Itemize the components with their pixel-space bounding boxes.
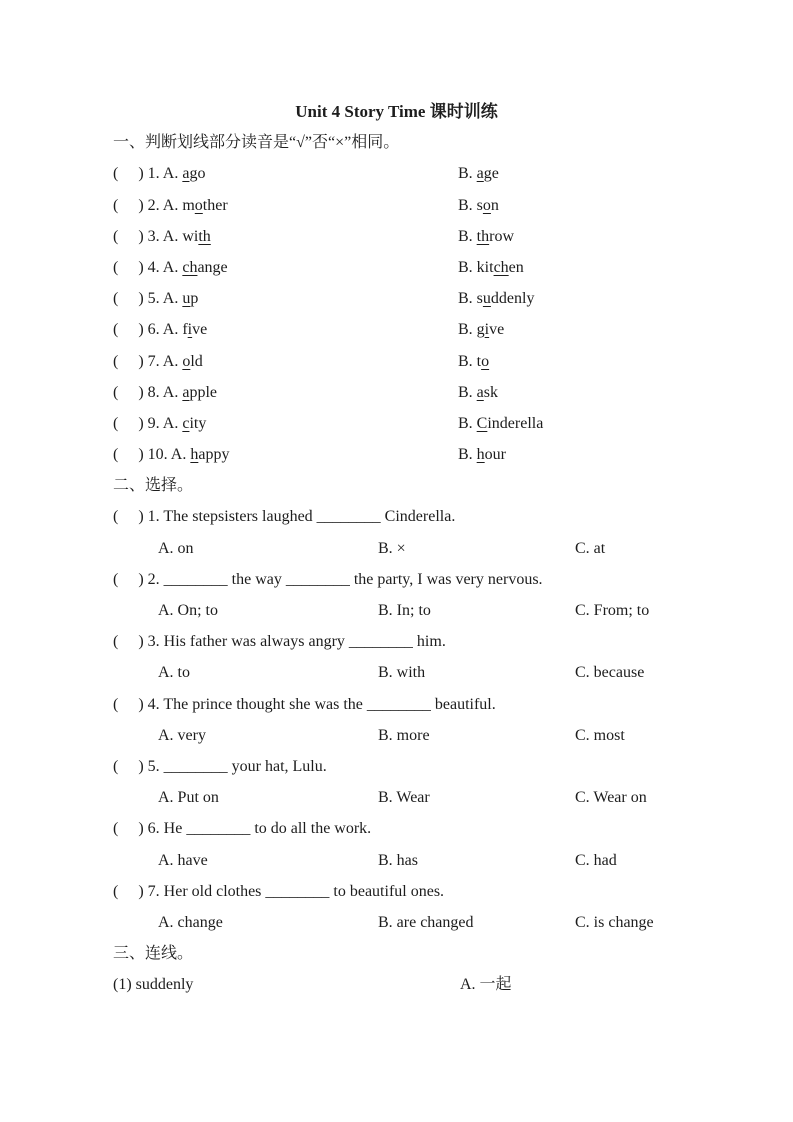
mc-question	[113, 564, 680, 595]
word-segment: ddenly	[490, 290, 535, 308]
word-segment: appy	[198, 446, 230, 464]
word-b	[458, 158, 499, 189]
answer-bracket: ( ) 4.	[113, 258, 163, 276]
underlined-letters: o	[482, 196, 491, 214]
answer-bracket: ( ) 9.	[113, 414, 163, 432]
underlined-letters: a	[476, 165, 484, 183]
word-segment: ve	[489, 321, 505, 339]
underlined-letters: th	[198, 227, 211, 245]
mc-options	[113, 657, 680, 688]
underlined-letters: ch	[493, 258, 509, 276]
word-segment: ve	[192, 321, 208, 339]
word-segment: B. s	[458, 290, 483, 308]
section-heading-text: 二、选择。	[113, 477, 194, 495]
underlined-letters: c	[182, 414, 190, 432]
mc-question	[113, 501, 680, 532]
mc-question	[113, 813, 680, 844]
phonics-item	[113, 439, 680, 470]
answer-bracket: ( ) 7.	[113, 882, 164, 900]
underlined-letters: h	[476, 446, 485, 464]
word-segment: B.	[458, 414, 477, 432]
word-segment: B.	[458, 227, 477, 245]
match-right-item: A. 一起	[460, 976, 512, 994]
word-segment: A. wi	[162, 227, 199, 245]
option-a: A. have	[158, 851, 208, 869]
word-segment: ity	[189, 414, 207, 432]
phonics-item	[113, 314, 680, 345]
word-b	[458, 439, 506, 470]
option-b: B. are changed	[378, 913, 474, 931]
word-segment: pple	[189, 383, 217, 401]
phonics-item	[113, 346, 680, 377]
underlined-letters: th	[476, 227, 490, 245]
underlined-letters: a	[476, 383, 484, 401]
word-b	[458, 283, 534, 314]
section3-heading	[113, 938, 680, 969]
word-segment: our	[484, 446, 506, 464]
match-pair	[113, 969, 680, 1000]
word-segment: A.	[162, 165, 183, 183]
section1-heading	[113, 127, 680, 158]
underlined-letters: ch	[182, 258, 198, 276]
answer-bracket: ( ) 3.	[113, 633, 164, 651]
underlined-letters: a	[182, 165, 190, 183]
option-b: B. In; to	[378, 602, 431, 619]
answer-bracket: ( ) 6.	[113, 820, 164, 838]
option-a: A. change	[158, 913, 223, 931]
word-segment: B. t	[458, 352, 482, 370]
answer-bracket: ( ) 2.	[113, 570, 164, 588]
word-segment: ange	[197, 258, 228, 276]
option-a: A. On; to	[158, 602, 218, 619]
word-b	[458, 190, 499, 221]
word-segment: A. f	[162, 321, 188, 339]
section2-heading	[113, 470, 680, 501]
option-b: B. ×	[378, 539, 406, 557]
word-segment: B. s	[458, 196, 483, 214]
underlined-letters: C	[476, 414, 488, 432]
word-segment: go	[189, 165, 206, 183]
match-left-item: (1) suddenly	[113, 976, 194, 994]
option-c: C. at	[575, 539, 606, 557]
option-c: C. Wear on	[575, 789, 647, 807]
page-title-text: Unit 4 Story Time 课时训练	[295, 102, 498, 121]
option-b: B. more	[378, 726, 430, 744]
answer-bracket: ( ) 7.	[113, 352, 163, 370]
word-segment: A.	[162, 258, 183, 276]
question-stem: Her old clothes ________ to beautiful ones.	[163, 882, 445, 900]
option-a: A. on	[158, 539, 194, 557]
option-c: C. had	[575, 851, 617, 869]
mc-options	[113, 595, 680, 626]
word-segment: n	[490, 196, 499, 214]
word-segment: sk	[483, 383, 499, 401]
answer-bracket: ( ) 2.	[113, 196, 163, 214]
mc-question	[113, 626, 680, 657]
word-segment: A.	[162, 352, 183, 370]
word-segment: inderella	[487, 414, 544, 432]
answer-bracket: ( ) 6.	[113, 321, 163, 339]
underlined-letters: i	[187, 321, 193, 339]
question-stem: He ________ to do all the work.	[163, 820, 372, 838]
word-b	[458, 314, 504, 345]
word-segment: ge	[483, 165, 499, 183]
worksheet-content	[113, 96, 680, 1000]
option-c: C. because	[575, 664, 645, 682]
word-segment: en	[508, 258, 524, 276]
word-segment: B. kit	[458, 258, 494, 276]
underlined-letters: h	[190, 446, 199, 464]
word-segment: A.	[170, 446, 191, 464]
answer-bracket: ( ) 3.	[113, 227, 163, 245]
word-segment: p	[190, 290, 199, 308]
option-a: A. to	[158, 664, 190, 682]
section-heading-text: 一、判断划线部分读音是“√”否“×”相同。	[113, 134, 400, 152]
word-segment: ld	[190, 352, 203, 370]
page-title	[113, 96, 680, 127]
mc-options	[113, 845, 680, 876]
word-segment: B.	[458, 446, 477, 464]
phonics-item	[113, 408, 680, 439]
word-segment: A.	[162, 383, 183, 401]
option-c: C. most	[575, 726, 625, 744]
answer-bracket: ( ) 1.	[113, 165, 163, 183]
word-segment: B.	[458, 383, 477, 401]
word-segment: A.	[162, 414, 183, 432]
word-segment: B.	[458, 165, 477, 183]
question-stem: ________ the way ________ the party, I was very nervous.	[163, 570, 543, 588]
answer-bracket: ( ) 5.	[113, 290, 163, 308]
phonics-item	[113, 252, 680, 283]
question-stem: His father was always angry ________ him.	[163, 633, 446, 651]
option-b: B. with	[378, 664, 426, 682]
question-stem: The prince thought she was the ________ beautiful.	[163, 695, 496, 713]
option-b: B. has	[378, 851, 418, 869]
option-c: C. is change	[575, 913, 654, 931]
word-b	[458, 346, 489, 377]
word-segment: row	[489, 227, 515, 245]
option-a: A. Put on	[158, 789, 219, 807]
mc-question	[113, 876, 680, 907]
answer-bracket: ( ) 5.	[113, 757, 164, 775]
section-heading-text: 三、连线。	[113, 945, 194, 963]
mc-question	[113, 689, 680, 720]
mc-options	[113, 720, 680, 751]
mc-options	[113, 533, 680, 564]
phonics-item	[113, 190, 680, 221]
word-segment: A.	[162, 290, 183, 308]
word-segment: A. m	[162, 196, 195, 214]
underlined-letters: a	[182, 383, 190, 401]
option-b: B. Wear	[378, 789, 430, 807]
underlined-letters: u	[182, 290, 191, 308]
phonics-item	[113, 158, 680, 189]
option-c: C. From; to	[575, 602, 650, 619]
phonics-item	[113, 283, 680, 314]
answer-bracket: ( ) 8.	[113, 383, 163, 401]
underlined-letters: o	[481, 352, 490, 370]
mc-options	[113, 907, 680, 938]
underlined-letters: i	[484, 321, 490, 339]
question-stem: The stepsisters laughed ________ Cinderella.	[163, 508, 456, 526]
underlined-letters: o	[182, 352, 191, 370]
word-segment: B. g	[458, 321, 485, 339]
word-b	[458, 377, 498, 408]
word-segment: ther	[202, 196, 228, 214]
underlined-letters: u	[482, 290, 491, 308]
word-b	[458, 252, 524, 283]
underlined-letters: o	[194, 196, 203, 214]
answer-bracket: ( ) 4.	[113, 695, 164, 713]
phonics-item	[113, 221, 680, 252]
answer-bracket: ( ) 1.	[113, 508, 164, 526]
mc-options	[113, 782, 680, 813]
word-b	[458, 408, 543, 439]
option-a: A. very	[158, 726, 206, 744]
mc-question	[113, 751, 680, 782]
question-stem: ________ your hat, Lulu.	[163, 757, 327, 775]
phonics-item	[113, 377, 680, 408]
answer-bracket: ( ) 10.	[113, 446, 171, 464]
word-b	[458, 221, 514, 252]
